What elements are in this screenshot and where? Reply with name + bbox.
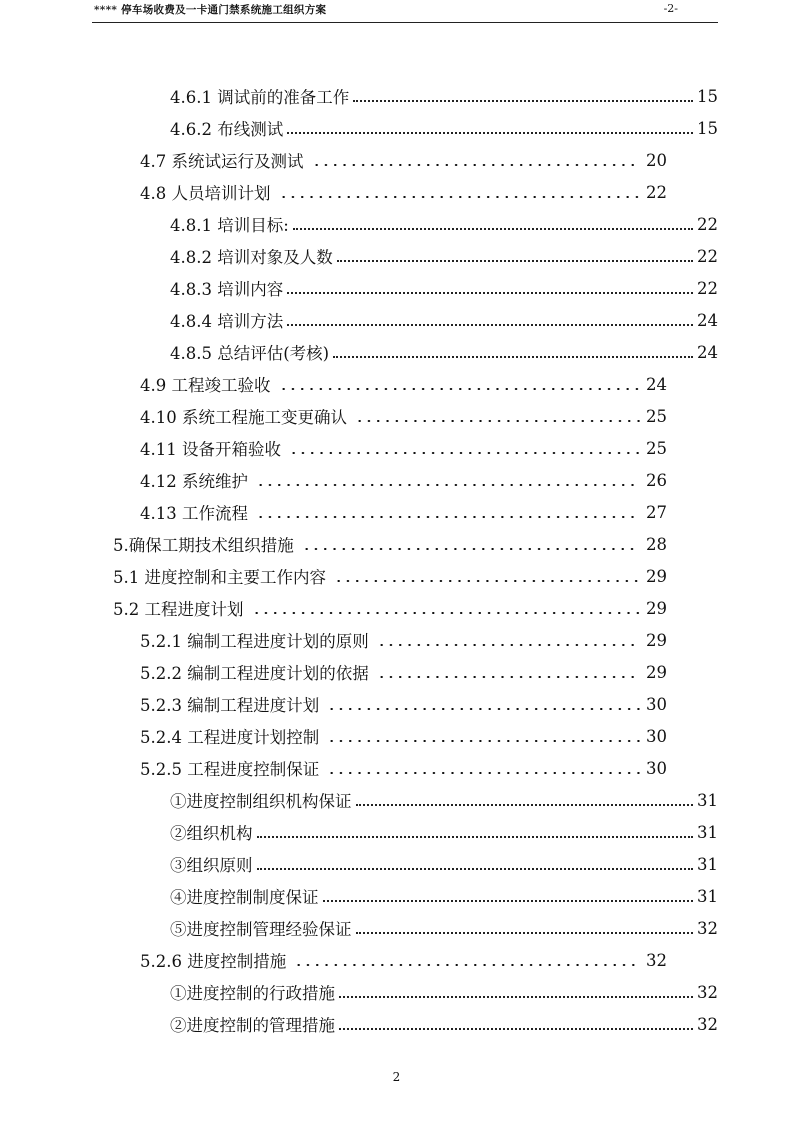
- dot-leader: [337, 246, 693, 266]
- dot-leader: [287, 118, 693, 138]
- dot-leader: [351, 406, 642, 426]
- toc-entry-label: 4.9 工程竣工验收: [140, 376, 271, 395]
- toc-entry[interactable]: [140, 496, 667, 528]
- toc-entry[interactable]: [140, 752, 667, 784]
- dot-leader: [323, 726, 642, 746]
- dot-leader: [257, 854, 694, 874]
- dot-leader: [373, 630, 642, 650]
- toc-entry-page: 28: [646, 534, 667, 554]
- toc-entry-page: 29: [646, 662, 667, 682]
- dot-leader: [373, 662, 642, 682]
- dot-leader: [252, 470, 642, 490]
- toc-entry[interactable]: [140, 624, 667, 656]
- toc-entry-label: ③组织原则: [170, 856, 253, 875]
- toc-entry-page: 32: [697, 982, 718, 1002]
- toc-entry[interactable]: [140, 464, 667, 496]
- dot-leader: [323, 694, 642, 714]
- toc-entry[interactable]: [170, 816, 718, 848]
- dot-leader: [275, 182, 643, 202]
- toc-entry-label: 4.11 设备开箱验收: [140, 440, 281, 459]
- toc-entry-label: 4.8.3 培训内容: [170, 280, 284, 299]
- toc-entry-page: 22: [697, 214, 718, 234]
- toc-entry[interactable]: [170, 784, 718, 816]
- toc-entry-page: 24: [646, 374, 667, 394]
- toc-entry[interactable]: [113, 592, 667, 624]
- dot-leader: [323, 758, 642, 778]
- dot-leader: [339, 1014, 693, 1034]
- toc-entry-label: 5.2.3 编制工程进度计划: [140, 696, 320, 715]
- toc-entry[interactable]: [113, 528, 667, 560]
- toc-entry[interactable]: [140, 432, 667, 464]
- toc-entry[interactable]: [170, 1008, 718, 1040]
- toc-entry-page: 30: [646, 758, 667, 778]
- toc-entry[interactable]: [170, 112, 718, 144]
- toc-entry-page: 29: [646, 566, 667, 586]
- dot-leader: [356, 918, 694, 938]
- toc-entry-page: 29: [646, 630, 667, 650]
- toc-entry-page: 25: [646, 438, 667, 458]
- toc-entry-page: 27: [646, 502, 667, 522]
- toc-entry-page: 30: [646, 694, 667, 714]
- toc-entry[interactable]: [140, 688, 667, 720]
- toc-entry[interactable]: [170, 272, 718, 304]
- dot-leader: [323, 886, 694, 906]
- dot-leader: [257, 822, 694, 842]
- dot-leader: [339, 982, 693, 1002]
- toc-entry[interactable]: [170, 208, 718, 240]
- toc-entry-label: ②进度控制的管理措施: [170, 1016, 335, 1035]
- toc-entry-page: 22: [697, 246, 718, 266]
- toc-entry-label: 5.1 进度控制和主要工作内容: [113, 568, 326, 587]
- toc-entry-page: 20: [646, 150, 667, 170]
- toc-entry-label: 4.8.2 培训对象及人数: [170, 248, 333, 267]
- dot-leader: [248, 598, 643, 618]
- toc-entry[interactable]: [170, 976, 718, 1008]
- toc-entry-page: 22: [646, 182, 667, 202]
- toc-entry-label: ⑤进度控制管理经验保证: [170, 920, 352, 939]
- dot-leader: [275, 374, 643, 394]
- dot-leader: [356, 790, 694, 810]
- toc-entry[interactable]: [170, 880, 718, 912]
- dot-leader: [252, 502, 642, 522]
- toc-entry-label: 5.2 工程进度计划: [113, 600, 244, 619]
- page-header: [92, 0, 718, 23]
- toc-entry-label: 5.2.2 编制工程进度计划的依据: [140, 664, 369, 683]
- toc-entry-label: 5.2.6 进度控制措施: [140, 952, 287, 971]
- toc-entry[interactable]: [170, 336, 718, 368]
- toc-entry-label: 4.6.1 调试前的准备工作: [170, 88, 350, 107]
- dot-leader: [308, 150, 643, 170]
- toc-entry[interactable]: [170, 80, 718, 112]
- toc-entry-page: 32: [697, 1014, 718, 1034]
- toc-entry-label: 4.8 人员培训计划: [140, 184, 271, 203]
- toc-entry[interactable]: [113, 560, 667, 592]
- toc-entry-page: 24: [697, 342, 718, 362]
- toc-entry-label: 4.10 系统工程施工变更确认: [140, 408, 347, 427]
- toc-entry-label: 4.8.1 培训目标:: [170, 216, 289, 235]
- toc-entry-page: 29: [646, 598, 667, 618]
- toc-entry-label: 5.2.4 工程进度计划控制: [140, 728, 320, 747]
- toc-entry-page: 22: [697, 278, 718, 298]
- toc-entry-label: 4.7 系统试运行及测试: [140, 152, 304, 171]
- toc-entry-page: 31: [697, 886, 718, 906]
- dot-leader: [330, 566, 642, 586]
- toc-entry-label: ①进度控制组织机构保证: [170, 792, 352, 811]
- toc-entry-label: 5.2.5 工程进度控制保证: [140, 760, 320, 779]
- dot-leader: [353, 86, 693, 106]
- toc-entry-label: ②组织机构: [170, 824, 253, 843]
- toc-entry-page: 31: [697, 790, 718, 810]
- toc-entry-label: ④进度控制制度保证: [170, 888, 319, 907]
- toc-entry-page: 30: [646, 726, 667, 746]
- toc-entry-page: 31: [697, 822, 718, 842]
- toc-entry-label: 5.2.1 编制工程进度计划的原则: [140, 632, 369, 651]
- toc-entry-label: 4.12 系统维护: [140, 472, 248, 491]
- toc-entry[interactable]: [140, 656, 667, 688]
- toc-entry-label: 5.确保工期技术组织措施: [113, 536, 294, 555]
- toc-entry-page: 25: [646, 406, 667, 426]
- toc-entry[interactable]: [170, 848, 718, 880]
- header-page-marker: -2-: [663, 2, 678, 15]
- toc-entry[interactable]: [140, 400, 667, 432]
- toc-entry-page: 15: [697, 118, 718, 138]
- dot-leader: [290, 950, 642, 970]
- toc-entry-page: 32: [646, 950, 667, 970]
- toc-entry[interactable]: [140, 368, 667, 400]
- document-title: **** 停车场收费及一卡通门禁系统施工组织方案: [94, 4, 327, 16]
- toc-entry[interactable]: [140, 176, 667, 208]
- toc-entry[interactable]: [140, 720, 667, 752]
- toc-entry-label: 4.6.2 布线测试: [170, 120, 284, 139]
- dot-leader: [333, 342, 693, 362]
- toc-entry-page: 26: [646, 470, 667, 490]
- dot-leader: [298, 534, 642, 554]
- footer-page-number: 2: [392, 1070, 401, 1084]
- toc-entry-label: 4.8.5 总结评估(考核): [170, 344, 330, 363]
- toc-entry-page: 31: [697, 854, 718, 874]
- dot-leader: [285, 438, 642, 458]
- toc-entry-page: 24: [697, 310, 718, 330]
- toc-entry-label: 4.13 工作流程: [140, 504, 248, 523]
- toc-entry[interactable]: [170, 912, 718, 944]
- toc-entry-label: ①进度控制的行政措施: [170, 984, 335, 1003]
- toc-entry[interactable]: [170, 304, 718, 336]
- dot-leader: [287, 278, 693, 298]
- toc-entry-page: 32: [697, 918, 718, 938]
- toc-entry[interactable]: [140, 944, 667, 976]
- dot-leader: [293, 214, 693, 234]
- toc-entry-page: 15: [697, 86, 718, 106]
- toc-entry-label: 4.8.4 培训方法: [170, 312, 284, 331]
- toc-entry[interactable]: [140, 144, 667, 176]
- toc-entry[interactable]: [170, 240, 718, 272]
- dot-leader: [287, 310, 693, 330]
